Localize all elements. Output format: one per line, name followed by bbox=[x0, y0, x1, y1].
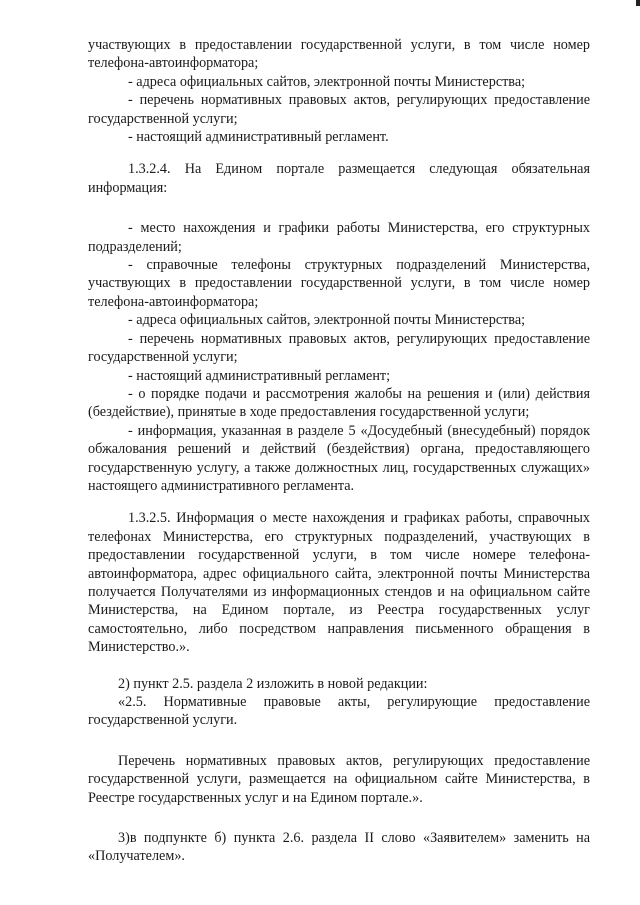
clause-2-5-heading: «2.5. Нормативные правовые акты, регулирующие предоставление государственной услуги. bbox=[88, 694, 590, 729]
list-item-legal-acts-2: - перечень нормативных правовых актов, регулирующих предоставление государственной услуги; bbox=[88, 330, 590, 366]
clause-2-5-text: Перечень нормативных правовых актов, регулирующих предоставление государственной услуги, размещается на официальном сайте Министерства, в Реестре государственных услуг и на Едином портале.». bbox=[88, 752, 590, 806]
list-item-regulation: - настоящий административный регламент. bbox=[128, 129, 389, 146]
list-item-websites: - адреса официальных сайтов, электронной почты Министерства; bbox=[128, 73, 526, 90]
document-body bbox=[88, 36, 590, 866]
section-1-3-2-4: 1.3.2.4. На Едином портале размещается следующая обязательная информация: bbox=[88, 161, 590, 196]
section-1-3-2-5: 1.3.2.5. Информация о месте нахождения и графиках работы, справочных телефонах Министерства, его структурных подразделений, участвующих в предоставлении государственной услуги, в том числе номере телефона-автоинформатора, адрес официального сайта, электронной почты Министерства получается Получателями из информационных стендов и на официальном сайте Министерства, на Едином портале, из Реестра государственных услуг самостоятельно, либо посредством направления письменного обращения в Министерство.». bbox=[88, 510, 590, 656]
list-item-location: - место нахождения и графики работы Министерства, его структурных подразделений; bbox=[88, 220, 590, 255]
list-item-websites-2: - адреса официальных сайтов, электронной почты Министерства; bbox=[128, 312, 526, 329]
amendment-3: 3)в подпункте б) пункта 2.6. раздела II слово «Заявителем» заменить на «Получателем». bbox=[88, 830, 590, 865]
list-item-regulation-2: - настоящий административный регламент; bbox=[128, 367, 391, 384]
list-item-section-5: - информация, указанная в разделе 5 «Досудебный (внесудебный) порядок обжалования решений и действий (бездействия) органа, предоставляющего государственную услугу, а также должностных лиц, государственных служащих» настоящего административного регламента. bbox=[88, 422, 590, 494]
amendment-2: 2) пункт 2.5. раздела 2 изложить в новой редакции: bbox=[118, 675, 428, 692]
list-item-phones: - справочные телефоны структурных подразделений Министерства, участвующих в предоставлении государственной услуги, в том числе номер телефона-автоинформатора; bbox=[88, 257, 590, 310]
list-item-legal-acts: - перечень нормативных правовых актов, регулирующих предоставление государственной услуги; bbox=[88, 92, 590, 127]
list-item-complaints: - о порядке подачи и рассмотрения жалобы на решения и (или) действия (бездействие), принятые в ходе предоставления государственной услуги; bbox=[88, 385, 590, 421]
page-corner-mark bbox=[636, 0, 640, 6]
paragraph-continuation: участвующих в предоставлении государственной услуги, в том числе номер телефона-автоинформатора; bbox=[88, 37, 590, 72]
